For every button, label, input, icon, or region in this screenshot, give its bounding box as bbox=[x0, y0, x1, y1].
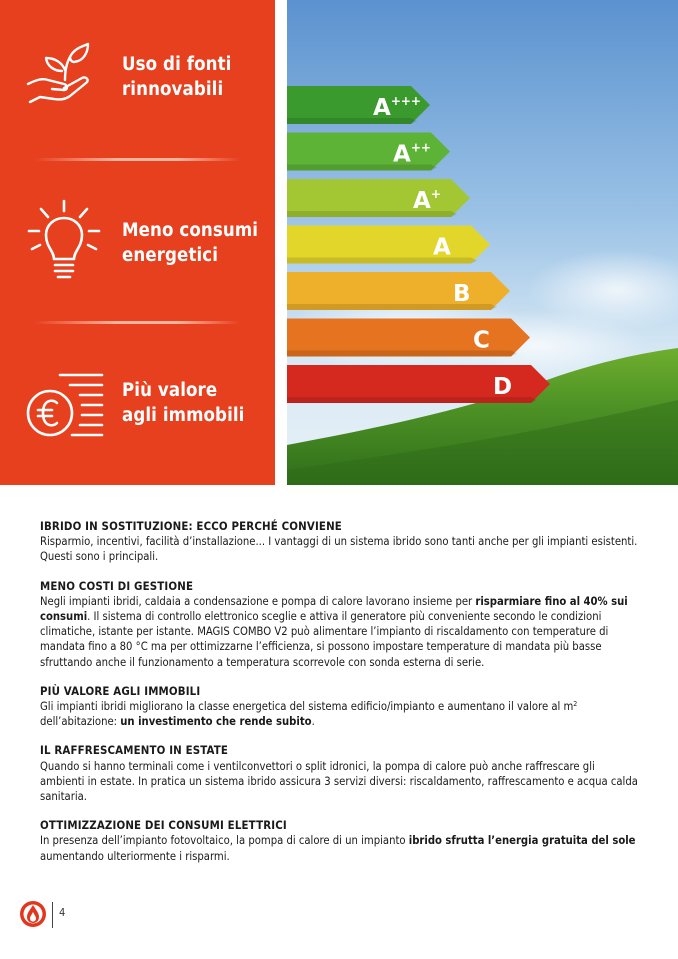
energy-class-appp bbox=[287, 86, 430, 124]
section-text bbox=[40, 699, 640, 729]
feature-title-line1: Meno consumi bbox=[122, 220, 259, 241]
section-title: IBRIDO IN SOSTITUZIONE: ECCO PERCHÉ CONVIENE bbox=[40, 519, 342, 533]
text-run: In presenza dell’impianto fotovoltaico, la pompa di calore di un impianto bbox=[40, 834, 409, 848]
features-panel bbox=[0, 0, 275, 485]
energy-class-label: A bbox=[433, 234, 451, 261]
energy-class-label: A+++ bbox=[373, 94, 421, 121]
energy-class-arrow-shade bbox=[287, 211, 457, 217]
section-text bbox=[40, 594, 640, 670]
energy-class-label: B bbox=[453, 281, 471, 307]
divider bbox=[34, 321, 240, 324]
brand-flame-icon bbox=[19, 900, 47, 928]
text-run: . bbox=[311, 715, 315, 729]
page-number: 4 bbox=[59, 906, 66, 919]
energy-class-b bbox=[287, 272, 510, 310]
energy-class-scene bbox=[287, 0, 678, 485]
feature-title-line1: Più valore bbox=[122, 380, 218, 401]
energy-class-image bbox=[287, 0, 678, 485]
superscript: 2 bbox=[573, 700, 578, 709]
text-run: aumentando ulteriormente i risparmi. bbox=[40, 849, 230, 863]
text-bold: ibrido sfrutta l’energia gratuita del sole bbox=[408, 834, 636, 848]
energy-class-label: D bbox=[493, 374, 513, 400]
text-bold: risparmiare fino al 40% sui consumi bbox=[40, 594, 628, 624]
section-text: Risparmio, incentivi, facilità d’installazione... I vantaggi di un sistema ibrido sono tanti anche per gli impianti esistenti. Questi sono i principali. bbox=[40, 535, 638, 564]
energy-class-label: A++ bbox=[393, 140, 431, 168]
section-title: MENO COSTI DI GESTIONE bbox=[40, 578, 194, 593]
energy-class-label: A+ bbox=[413, 187, 441, 214]
feature-property-value bbox=[0, 365, 275, 445]
section-lower-costs bbox=[40, 579, 640, 670]
euro-coins-icon bbox=[22, 367, 106, 443]
section-property-value bbox=[40, 684, 640, 730]
feature-title-line1: Uso di fonti bbox=[122, 54, 232, 75]
article-body bbox=[40, 519, 640, 878]
section-electric-optimization bbox=[40, 818, 640, 864]
text-bold: un investimento che rende subito bbox=[120, 715, 312, 729]
text-run: Gli impianti ibridi migliorano la classe energetica del sistema edificio/impianto e aumentano il valore al m bbox=[40, 700, 574, 714]
section-summer-cooling bbox=[40, 743, 640, 804]
feature-title-line2: agli immobili bbox=[122, 405, 245, 426]
feature-title-line2: energetici bbox=[122, 245, 219, 266]
section-text: Quando si hanno terminali come i ventilconvettori o split idronici, la pompa di calore può anche raffrescare gli ambienti in estate. In pratica un sistema ibrido assicura 3 servizi diversi: riscaldamento, raffrescamento e acqua calda sanitaria. bbox=[40, 759, 638, 804]
text-run: dell’abitazione: bbox=[40, 715, 121, 729]
lightbulb-icon bbox=[24, 197, 104, 287]
text-run: Negli impianti ibridi, caldaia a condensazione e pompa di calore lavorano insieme per bbox=[40, 594, 476, 608]
energy-class-arrow-shade bbox=[287, 118, 417, 124]
energy-class-c bbox=[287, 319, 530, 357]
footer-separator bbox=[52, 902, 53, 928]
energy-class-label: C bbox=[473, 327, 490, 354]
feature-title-line2: rinnovabili bbox=[122, 79, 224, 100]
energy-class-ap bbox=[287, 179, 470, 217]
section-title: PIÙ VALORE AGLI IMMOBILI bbox=[40, 683, 201, 698]
section-text bbox=[40, 833, 640, 863]
section-hybrid-replacement bbox=[40, 519, 640, 565]
section-title: IL RAFFRESCAMENTO IN ESTATE bbox=[40, 743, 229, 758]
energy-class-arrow-shade bbox=[287, 165, 437, 171]
section-title: OTTIMIZZAZIONE DEI CONSUMI ELETTRICI bbox=[40, 818, 287, 833]
divider bbox=[34, 158, 240, 161]
energy-class-a bbox=[287, 226, 490, 264]
energy-class-app bbox=[287, 133, 450, 171]
feature-renewables bbox=[0, 38, 275, 118]
energy-class-d bbox=[287, 365, 550, 403]
text-run: . Il sistema di controllo elettronico sceglie e attiva il generatore più conveniente secondo le condizioni climatiche, istante per istante. MAGIS COMBO V2 può alimentare l’impianto di riscaldamento con temperature di mandata fino a 80 °C ma per ottimizzarne l’efficienza, si possono impostare temperature di mandata più basse sfruttando anche il funzionamento a temperatura scorrevole con sonda esterna di serie. bbox=[40, 610, 609, 669]
hand-plant-icon bbox=[24, 40, 104, 120]
feature-less-consumption bbox=[0, 195, 275, 290]
